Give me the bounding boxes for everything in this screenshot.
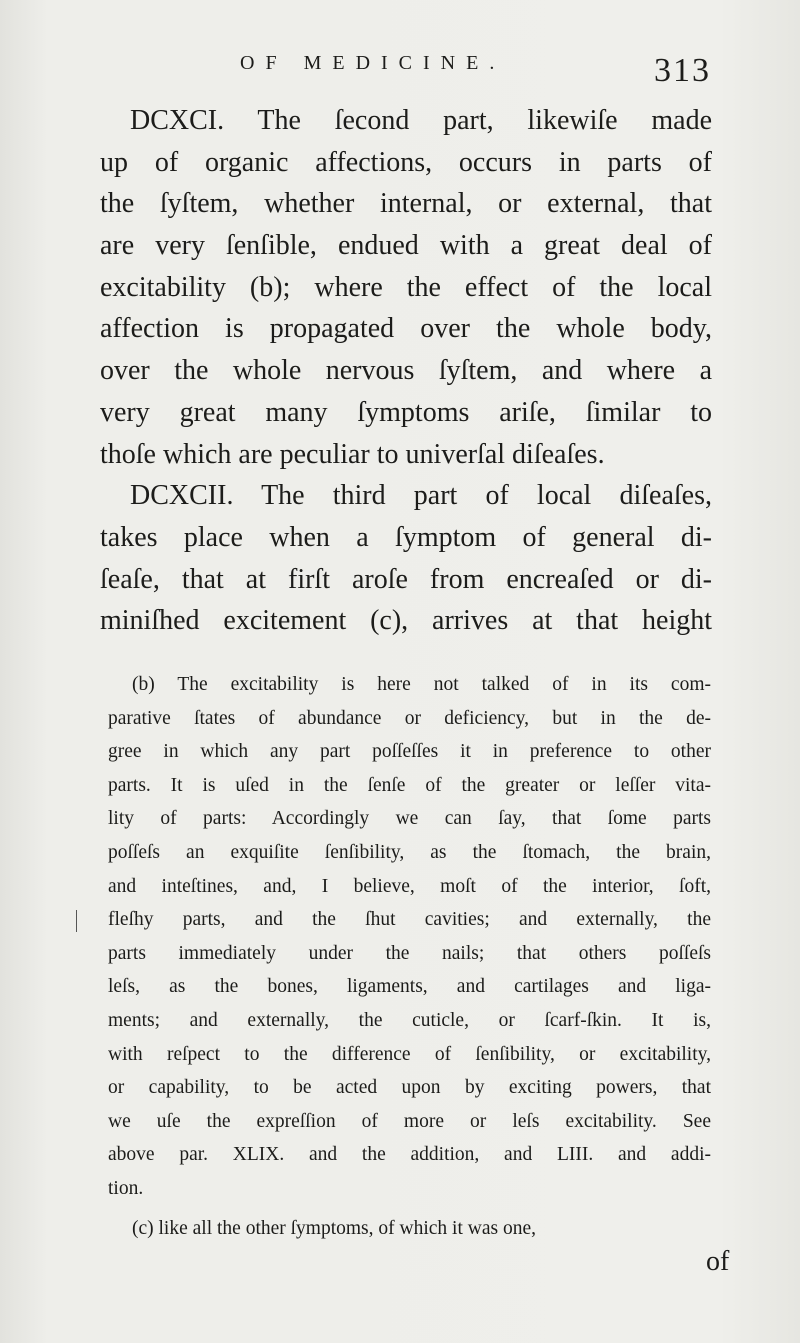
footnote-line: parts. It is uſed in the ſenſe of the greater or leſſer vita-	[108, 774, 711, 796]
footnote-line: lity of parts: Accordingly we can ſay, that ſome parts	[108, 808, 711, 830]
text-line: excitability (b); where the effect of the local	[100, 271, 712, 303]
text-line: thoſe which are peculiar to univerſal diſeaſes.	[100, 438, 605, 470]
footnote-line: ments; and externally, the cuticle, or ſcarf-ſkin. It is,	[108, 1009, 711, 1031]
footnote-line: with reſpect to the difference of ſenſibility, or excitability,	[108, 1043, 711, 1065]
footnote-line: leſs, as the bones, ligaments, and cartilages and liga-	[108, 976, 711, 998]
text-line: up of organic affections, occurs in parts of	[100, 146, 712, 178]
text-line: ſeaſe, that at firſt aroſe from encreaſed or di-	[100, 563, 712, 595]
text-line: miniſhed excitement (c), arrives at that height	[100, 605, 712, 637]
footnote-line: gree in which any part poſſeſſes it in preference to other	[108, 741, 711, 763]
footnote-line: above par. XLIX. and the addition, and LIII. and addi-	[108, 1144, 711, 1166]
page-number: 313	[654, 52, 711, 89]
footnote-line: fleſhy parts, and the ſhut cavities; and externally, the	[108, 909, 711, 931]
footnote-line: parts immediately under the nails; that others poſſeſs	[108, 942, 711, 964]
main-text	[100, 100, 712, 642]
running-head: OF MEDICINE.	[240, 52, 506, 74]
text-line: the ſyſtem, whether internal, or external, that	[100, 188, 712, 220]
footnote-line: (b) The excitability is here not talked of in its com-	[132, 674, 711, 695]
text-line: DCXCI. The ſecond part, likewiſe made	[130, 105, 712, 136]
text-line: takes place when a ſymptom of general di-	[100, 521, 712, 553]
text-line: DCXCII. The third part of local diſeaſes,	[130, 480, 712, 512]
footnote-line: we uſe the expreſſion of more or leſs excitability. See	[108, 1110, 711, 1132]
footnote-line: (c) like all the other ſymptoms, of which it was one,	[132, 1217, 536, 1239]
catchword: of	[706, 1246, 730, 1277]
footnote-line: tion.	[108, 1177, 144, 1199]
footnote-line: poſſeſs an exquiſite ſenſibility, as the ſtomach, the brain,	[108, 841, 711, 863]
footnotes	[108, 668, 711, 1245]
footnote-line: parative ſtates of abundance or deficiency, but in the de-	[108, 707, 711, 729]
footnote-line: or capability, to be acted upon by exciting powers, that	[108, 1077, 711, 1099]
text-line: are very ſenſible, endued with a great deal of	[100, 230, 712, 262]
text-line: over the whole nervous ſyſtem, and where a	[100, 355, 712, 387]
text-line: very great many ſymptoms ariſe, ſimilar to	[100, 396, 712, 428]
footnote-line: and inteſtines, and, I believe, moſt of the interior, ſoft,	[108, 875, 711, 897]
text-line: affection is propagated over the whole body,	[100, 313, 712, 345]
gutter-mark	[76, 910, 77, 932]
